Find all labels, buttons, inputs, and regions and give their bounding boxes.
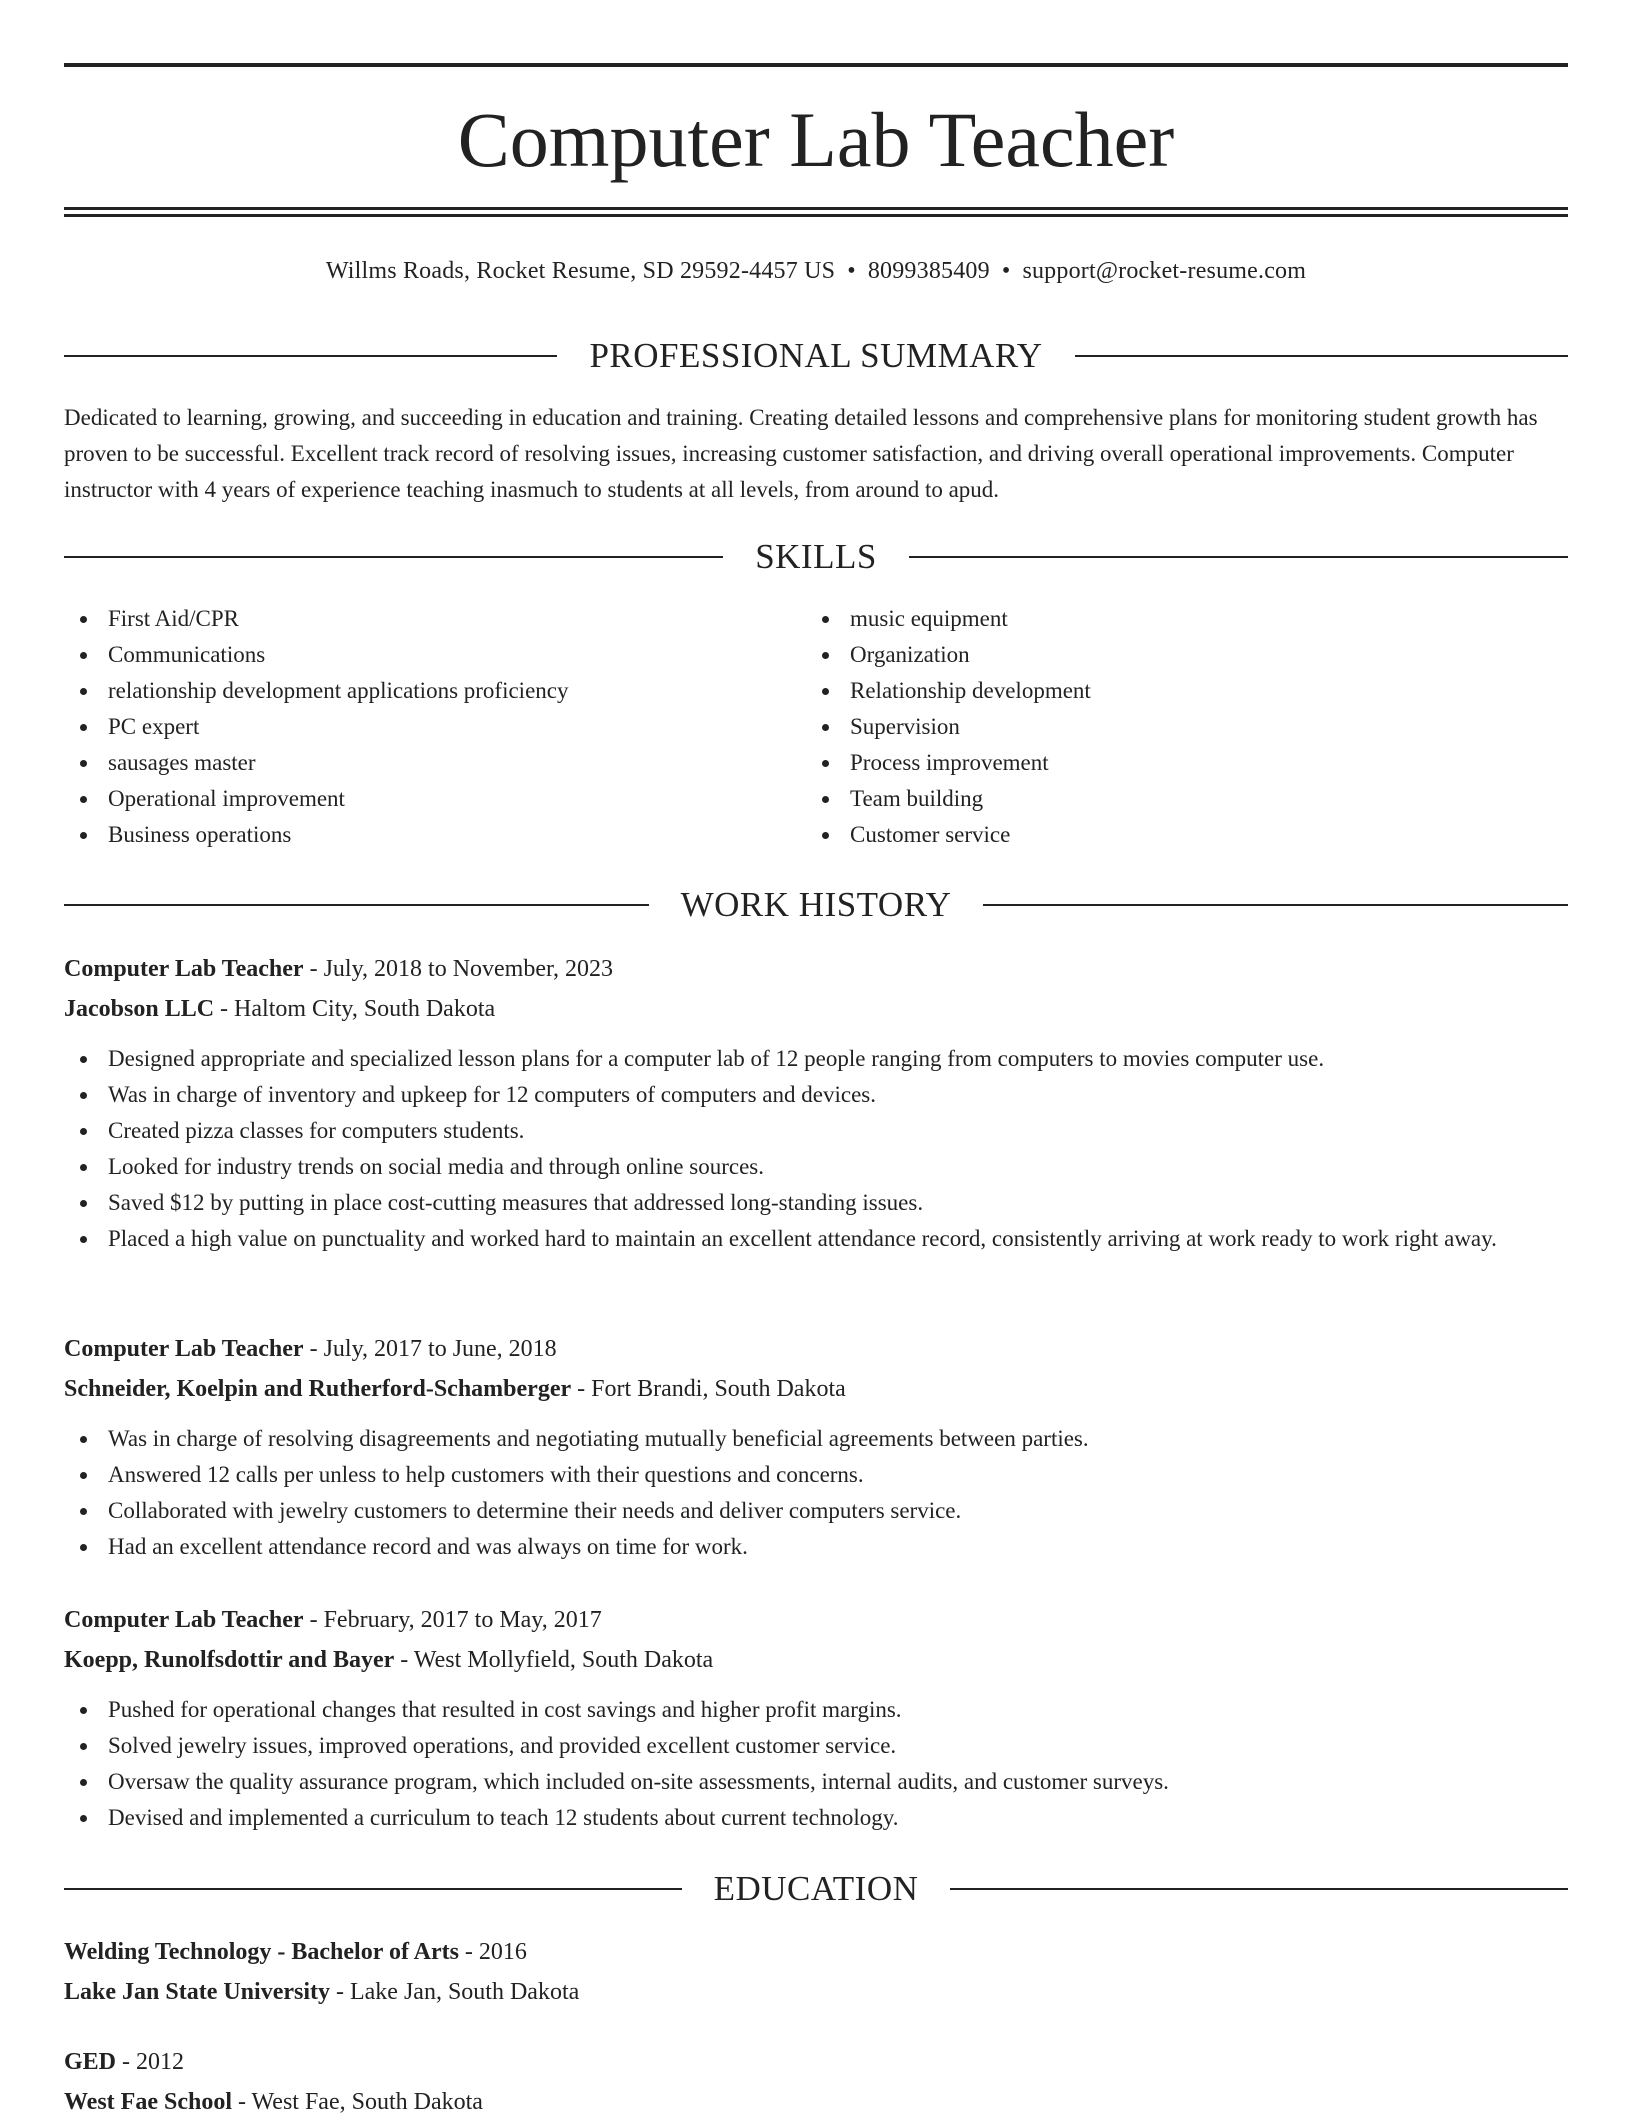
heading-label: EDUCATION	[713, 1869, 919, 1908]
education-degree: GED	[64, 2049, 117, 2075]
education-school-line	[64, 2082, 1568, 2122]
section-heading-skills	[64, 535, 1568, 579]
job-location: - Haltom City, South Dakota	[214, 996, 496, 1022]
skill-item: Team building	[806, 781, 1506, 817]
heading-rule	[64, 355, 557, 357]
section-heading-summary	[64, 334, 1568, 378]
contact-phone: 8099385409	[867, 258, 990, 284]
section-heading-education	[64, 1867, 1568, 1911]
education-entry	[64, 1932, 1568, 2012]
skill-item: Communications	[64, 637, 764, 673]
job-company: Koepp, Runolfsdottir and Bayer	[64, 1647, 395, 1673]
header-double-rule	[64, 207, 1568, 217]
contact-email: support@rocket-resume.com	[1022, 258, 1307, 284]
job-title: Computer Lab Teacher	[64, 1607, 304, 1633]
job-bullet: Collaborated with jewelry customers to determine their needs and deliver computers service.	[64, 1493, 1568, 1529]
skill-item: Business operations	[64, 817, 764, 853]
contact-line	[64, 255, 1568, 287]
job-bullet: Oversaw the quality assurance program, which included on-site assessments, internal audits, and customer surveys.	[64, 1764, 1568, 1800]
job-bullet: Was in charge of resolving disagreements and negotiating mutually beneficial agreements between parties.	[64, 1421, 1568, 1457]
heading-rule	[983, 904, 1568, 906]
job-bullet: Designed appropriate and specialized lesson plans for a computer lab of 12 people ranging from computers to movies computer use.	[64, 1041, 1568, 1077]
skill-item: Relationship development	[806, 673, 1506, 709]
skills-list-right	[806, 601, 1506, 853]
heading-label: SKILLS	[755, 537, 877, 576]
skill-item: First Aid/CPR	[64, 601, 764, 637]
education-school: Lake Jan State University	[64, 1979, 330, 2005]
heading-rule	[909, 556, 1568, 558]
job-bullets	[64, 1041, 1568, 1257]
job-bullet: Placed a high value on punctuality and worked hard to maintain an excellent attendance record, consistently arriving at work ready to work right away.	[64, 1221, 1568, 1257]
job-title-line	[64, 1600, 1568, 1640]
education-year: - 2012	[116, 2049, 185, 2075]
heading-label: PROFESSIONAL SUMMARY	[589, 336, 1043, 375]
skill-item: Organization	[806, 637, 1506, 673]
education-location: - Lake Jan, South Dakota	[330, 1979, 580, 2005]
heading-label: WORK HISTORY	[680, 885, 952, 924]
job-dates: - July, 2017 to June, 2018	[303, 1336, 557, 1362]
education-entry	[64, 2042, 1568, 2122]
job-company: Jacobson LLC	[64, 996, 215, 1022]
job-location: - Fort Brandi, South Dakota	[571, 1376, 846, 1402]
job-bullets	[64, 1692, 1568, 1836]
job-company-line	[64, 1640, 1568, 1680]
skill-item: sausages master	[64, 745, 764, 781]
job-bullet: Solved jewelry issues, improved operations, and provided excellent customer service.	[64, 1728, 1568, 1764]
job-title-line	[64, 1329, 1568, 1369]
education-school: West Fae School	[64, 2089, 232, 2115]
contact-separator: •	[1001, 258, 1011, 284]
skill-item: music equipment	[806, 601, 1506, 637]
job-title: Computer Lab Teacher	[64, 1336, 304, 1362]
skill-item: Operational improvement	[64, 781, 764, 817]
job-bullet: Answered 12 calls per unless to help customers with their questions and concerns.	[64, 1457, 1568, 1493]
job-bullet: Pushed for operational changes that resulted in cost savings and higher profit margins.	[64, 1692, 1568, 1728]
job-bullet: Had an excellent attendance record and was always on time for work.	[64, 1529, 1568, 1565]
job-bullet: Created pizza classes for computers students.	[64, 1113, 1568, 1149]
job-title-line	[64, 949, 1568, 989]
skills-list-left	[64, 601, 764, 853]
education-school-line	[64, 1972, 1568, 2012]
job-bullet: Looked for industry trends on social media and through online sources.	[64, 1149, 1568, 1185]
education-location: - West Fae, South Dakota	[232, 2089, 483, 2115]
job-company-line	[64, 989, 1568, 1029]
job-company-line	[64, 1369, 1568, 1409]
job-title: Computer Lab Teacher	[64, 956, 304, 982]
heading-rule	[64, 556, 723, 558]
education-year: - 2016	[458, 1939, 527, 1965]
skill-item: Customer service	[806, 817, 1506, 853]
heading-rule	[64, 1888, 682, 1890]
job-bullets	[64, 1421, 1568, 1565]
education-degree-line	[64, 2042, 1568, 2082]
job-dates: - February, 2017 to May, 2017	[303, 1607, 602, 1633]
skill-item: Supervision	[806, 709, 1506, 745]
job-entry	[64, 1600, 1568, 1836]
resume-title: Computer Lab Teacher	[457, 96, 1175, 183]
contact-address: Willms Roads, Rocket Resume, SD 29592-4457 US	[325, 258, 836, 284]
heading-rule	[950, 1888, 1568, 1890]
job-dates: - July, 2018 to November, 2023	[303, 956, 614, 982]
education-degree: Welding Technology - Bachelor of Arts	[64, 1939, 459, 1965]
job-bullet: Was in charge of inventory and upkeep for 12 computers of computers and devices.	[64, 1077, 1568, 1113]
summary-text: Dedicated to learning, growing, and succeeding in education and training. Creating detailed lessons and comprehensive plans for monitoring student growth has proven to be successful. Excellent track record of resolving issues, increasing customer satisfaction, and driving overall operational improvements. Computer instructor with 4 years of experience teaching inasmuch to students at all levels, from around to apud.	[64, 405, 1538, 502]
job-company: Schneider, Koelpin and Rutherford-Schamberger	[64, 1376, 572, 1402]
job-location: - West Mollyfield, South Dakota	[394, 1647, 714, 1673]
skill-item: PC expert	[64, 709, 764, 745]
skill-item: relationship development applications proficiency	[64, 673, 764, 709]
skill-item: Process improvement	[806, 745, 1506, 781]
contact-separator: •	[847, 258, 856, 284]
job-bullet: Devised and implemented a curriculum to teach 12 students about current technology.	[64, 1800, 1568, 1836]
job-entry	[64, 1329, 1568, 1565]
heading-rule	[64, 904, 649, 906]
heading-rule	[1075, 355, 1568, 357]
job-bullet: Saved $12 by putting in place cost-cutting measures that addressed long-standing issues.	[64, 1185, 1568, 1221]
job-entry	[64, 949, 1568, 1257]
education-degree-line	[64, 1932, 1568, 1972]
header-top-rule	[64, 63, 1568, 67]
section-heading-work-history	[64, 883, 1568, 927]
